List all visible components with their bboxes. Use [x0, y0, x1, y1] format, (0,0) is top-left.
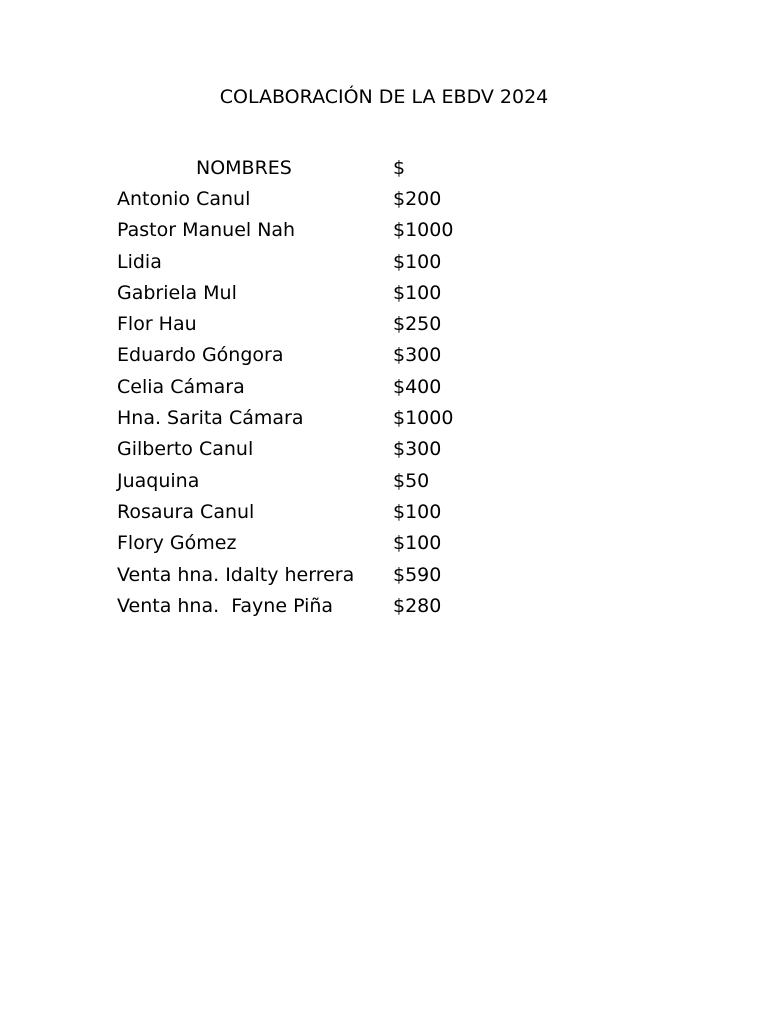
contribution-amount: $300	[393, 438, 442, 461]
contributor-name: Venta hna. Fayne Piña	[117, 594, 334, 617]
table-row	[117, 308, 577, 339]
contributor-name: Gabriela Mul	[117, 281, 237, 304]
contributor-name: Celia Cámara	[117, 375, 245, 398]
contribution-amount: $250	[393, 313, 442, 336]
contribution-amount: $400	[393, 375, 442, 398]
contribution-amount: $1000	[393, 407, 454, 430]
table-row	[117, 183, 577, 214]
contribution-amount: $200	[393, 187, 442, 210]
contribution-amount: $100	[393, 500, 442, 523]
table-row	[117, 246, 577, 277]
table-row	[117, 590, 577, 621]
header-names: NOMBRES	[196, 156, 292, 179]
contributor-name: Pastor Manuel Nah	[117, 219, 296, 242]
table-row	[117, 402, 577, 433]
contributor-name: Venta hna. Idalty herrera	[117, 563, 355, 586]
contributor-name: Flor Hau	[117, 313, 197, 336]
contributor-name: Hna. Sarita Cámara	[117, 407, 304, 430]
contributor-name: Lidia	[117, 250, 162, 273]
contributor-name: Antonio Canul	[117, 187, 251, 210]
table-body	[117, 183, 577, 621]
contribution-amount: $1000	[393, 219, 454, 242]
contribution-amount: $590	[393, 563, 442, 586]
contribution-amount: $300	[393, 344, 442, 367]
contribution-amount: $100	[393, 250, 442, 273]
contributor-name: Juaquina	[117, 469, 200, 492]
page-title: COLABORACIÓN DE LA EBDV 2024	[219, 86, 549, 108]
contribution-amount: $280	[393, 594, 442, 617]
contributor-name: Flory Gómez	[117, 532, 237, 555]
table-row	[117, 340, 577, 371]
contribution-amount: $50	[393, 469, 430, 492]
table-row	[117, 371, 577, 402]
table-row	[117, 277, 577, 308]
contributor-name: Gilberto Canul	[117, 438, 254, 461]
table-row	[117, 496, 577, 527]
contributions-table	[117, 152, 577, 621]
header-amount: $	[393, 156, 406, 179]
contributor-name: Rosaura Canul	[117, 500, 255, 523]
table-row	[117, 528, 577, 559]
contribution-amount: $100	[393, 281, 442, 304]
contribution-amount: $100	[393, 532, 442, 555]
table-header	[117, 152, 577, 183]
contributor-name: Eduardo Góngora	[117, 344, 284, 367]
table-row	[117, 434, 577, 465]
table-row	[117, 559, 577, 590]
table-row	[117, 215, 577, 246]
table-row	[117, 465, 577, 496]
